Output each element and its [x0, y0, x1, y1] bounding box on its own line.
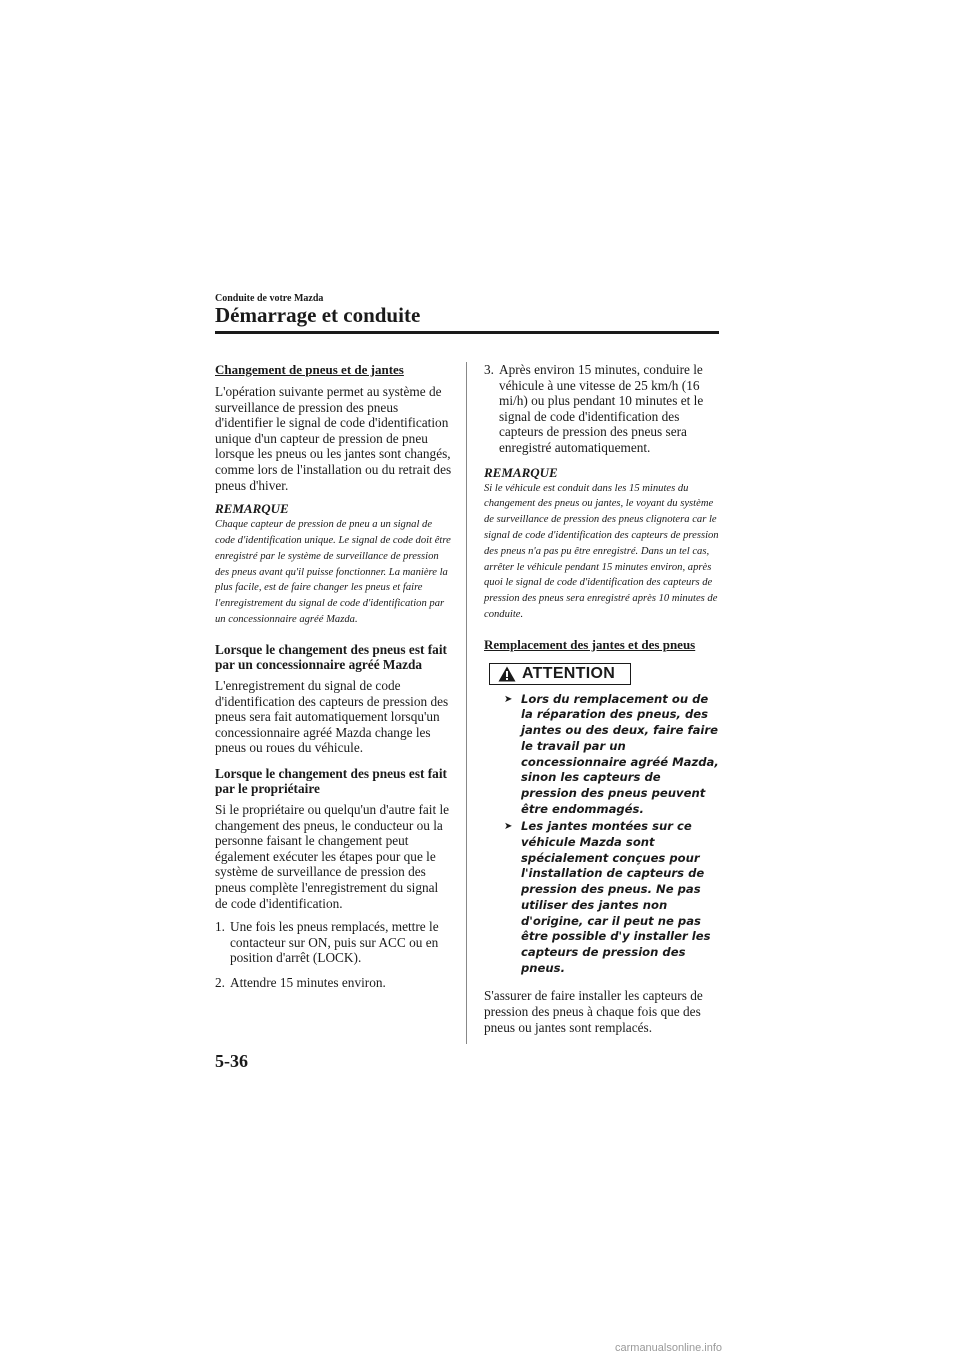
- dealer-paragraph: L'enregistrement du signal de code d'identification des capteurs de pression des pneus sera fait automatiquement lorsqu'un concessionnaire agréé Mazda change les pneus ou roues du véhicule.: [215, 677, 449, 756]
- step-text: Une fois les pneus remplacés, mettre le contacteur sur ON, puis sur ACC ou en position d'arrêt (LOCK).: [230, 919, 439, 966]
- note-text: Chaque capteur de pression de pneu a un signal de code d'identification unique. Le signal de code doit être enregistré par le système de surveillance de pression des pneus avant qu'il puisse fonctionner. La manière la plus facile, est de faire changer les pneus et faire l'enregistrement du signal de code d'identification par un concessionnaire agréé Mazda.: [215, 519, 451, 625]
- heading-wheel-replacement: Remplacement des jantes et des pneus: [484, 636, 696, 652]
- right-column: [484, 362, 720, 1043]
- final-paragraph: S'assurer de faire installer les capteurs de pression des pneus à chaque fois que des pneus ou jantes sont remplacés.: [484, 988, 703, 1035]
- attention-item: [484, 819, 720, 976]
- attention-label: ATTENTION: [522, 664, 616, 682]
- section-label: Conduite de votre Mazda: [215, 293, 324, 304]
- attention-item-text: Lors du remplacement ou de la réparation des pneus, des jantes ou des deux, faire faire le travail par un concessionnaire agréé Mazda, sinon les capteurs de pression des pneus peuvent être endommagés.: [521, 691, 719, 816]
- step-1: [215, 919, 453, 966]
- attention-list: [484, 692, 720, 977]
- step-text: Après environ 15 minutes, conduire le véhicule à une vitesse de 25 km/h (16 mi/h) ou plus pendant 10 minutes et le signal de code d'identification des capteurs de pression des pneus sera enregistré automatiquement.: [499, 362, 704, 455]
- subheading-dealer: Lorsque le changement des pneus est fait par un concessionnaire agréé Mazda: [215, 641, 447, 673]
- step-number: 3.: [484, 362, 494, 377]
- left-column: [215, 362, 453, 1000]
- header-rule: [215, 331, 719, 334]
- attention-item: [484, 692, 720, 818]
- step-number: 2.: [215, 975, 225, 991]
- chapter-title: Démarrage et conduite: [215, 303, 421, 327]
- note-text: Si le véhicule est conduit dans les 15 minutes du changement des pneus ou jantes, le voyant du système de surveillance de pression des pneus clignotera car le signal de code d'identification des capteurs de pression des pneus n'a pas pu être enregistré. Dans un tel cas, arrêter le véhicule pendant 15 minutes environ, après quoi le signal de code d'identification des capteurs de pression des pneus sera enregistré après 10 minutes de conduite.: [484, 482, 719, 620]
- step-2: [215, 975, 453, 991]
- heading-tire-change: Changement de pneus et de jantes: [215, 362, 404, 377]
- note-title: REMARQUE: [484, 464, 558, 480]
- intro-paragraph: L'opération suivante permet au système de surveillance de pression des pneus d'identifier le signal de code d'identification unique d'un capteur de pression de pneu lorsque les pneus ou les jantes sont changés, comme lors de l'installation ou du retrait des pneus d'hiver.: [215, 384, 452, 493]
- arrow-bullet-icon: ➤: [504, 693, 513, 705]
- step-text: Attendre 15 minutes environ.: [230, 975, 386, 991]
- step-number: 1.: [215, 919, 225, 935]
- subheading-owner: Lorsque le changement des pneus est fait par le propriétaire: [215, 765, 447, 797]
- watermark: carmanualsonline.info: [615, 1342, 723, 1354]
- warning-triangle-icon: [498, 666, 516, 682]
- attention-item-text: Les jantes montées sur ce véhicule Mazda sont spécialement conçues pour l'installation de capteurs de pression des pneus. Ne pas utiliser des jantes non d'origine, car il peut ne pas être possible d'y installer les capteurs de pression des pneus.: [521, 819, 711, 975]
- attention-box: [489, 663, 631, 685]
- owner-paragraph: Si le propriétaire ou quelqu'un d'autre fait le changement des pneus, le conducteur ou la personne faisant le changement peut également exécuter les étapes pour que le système de surveillance de pression des pneus complète l'enregistrement du signal de code d'identification.: [215, 802, 450, 911]
- note-title: REMARQUE: [215, 501, 289, 517]
- step-3: [484, 362, 720, 456]
- column-divider: [466, 362, 467, 1044]
- arrow-bullet-icon: ➤: [504, 821, 513, 833]
- page-number: 5-36: [215, 1051, 248, 1071]
